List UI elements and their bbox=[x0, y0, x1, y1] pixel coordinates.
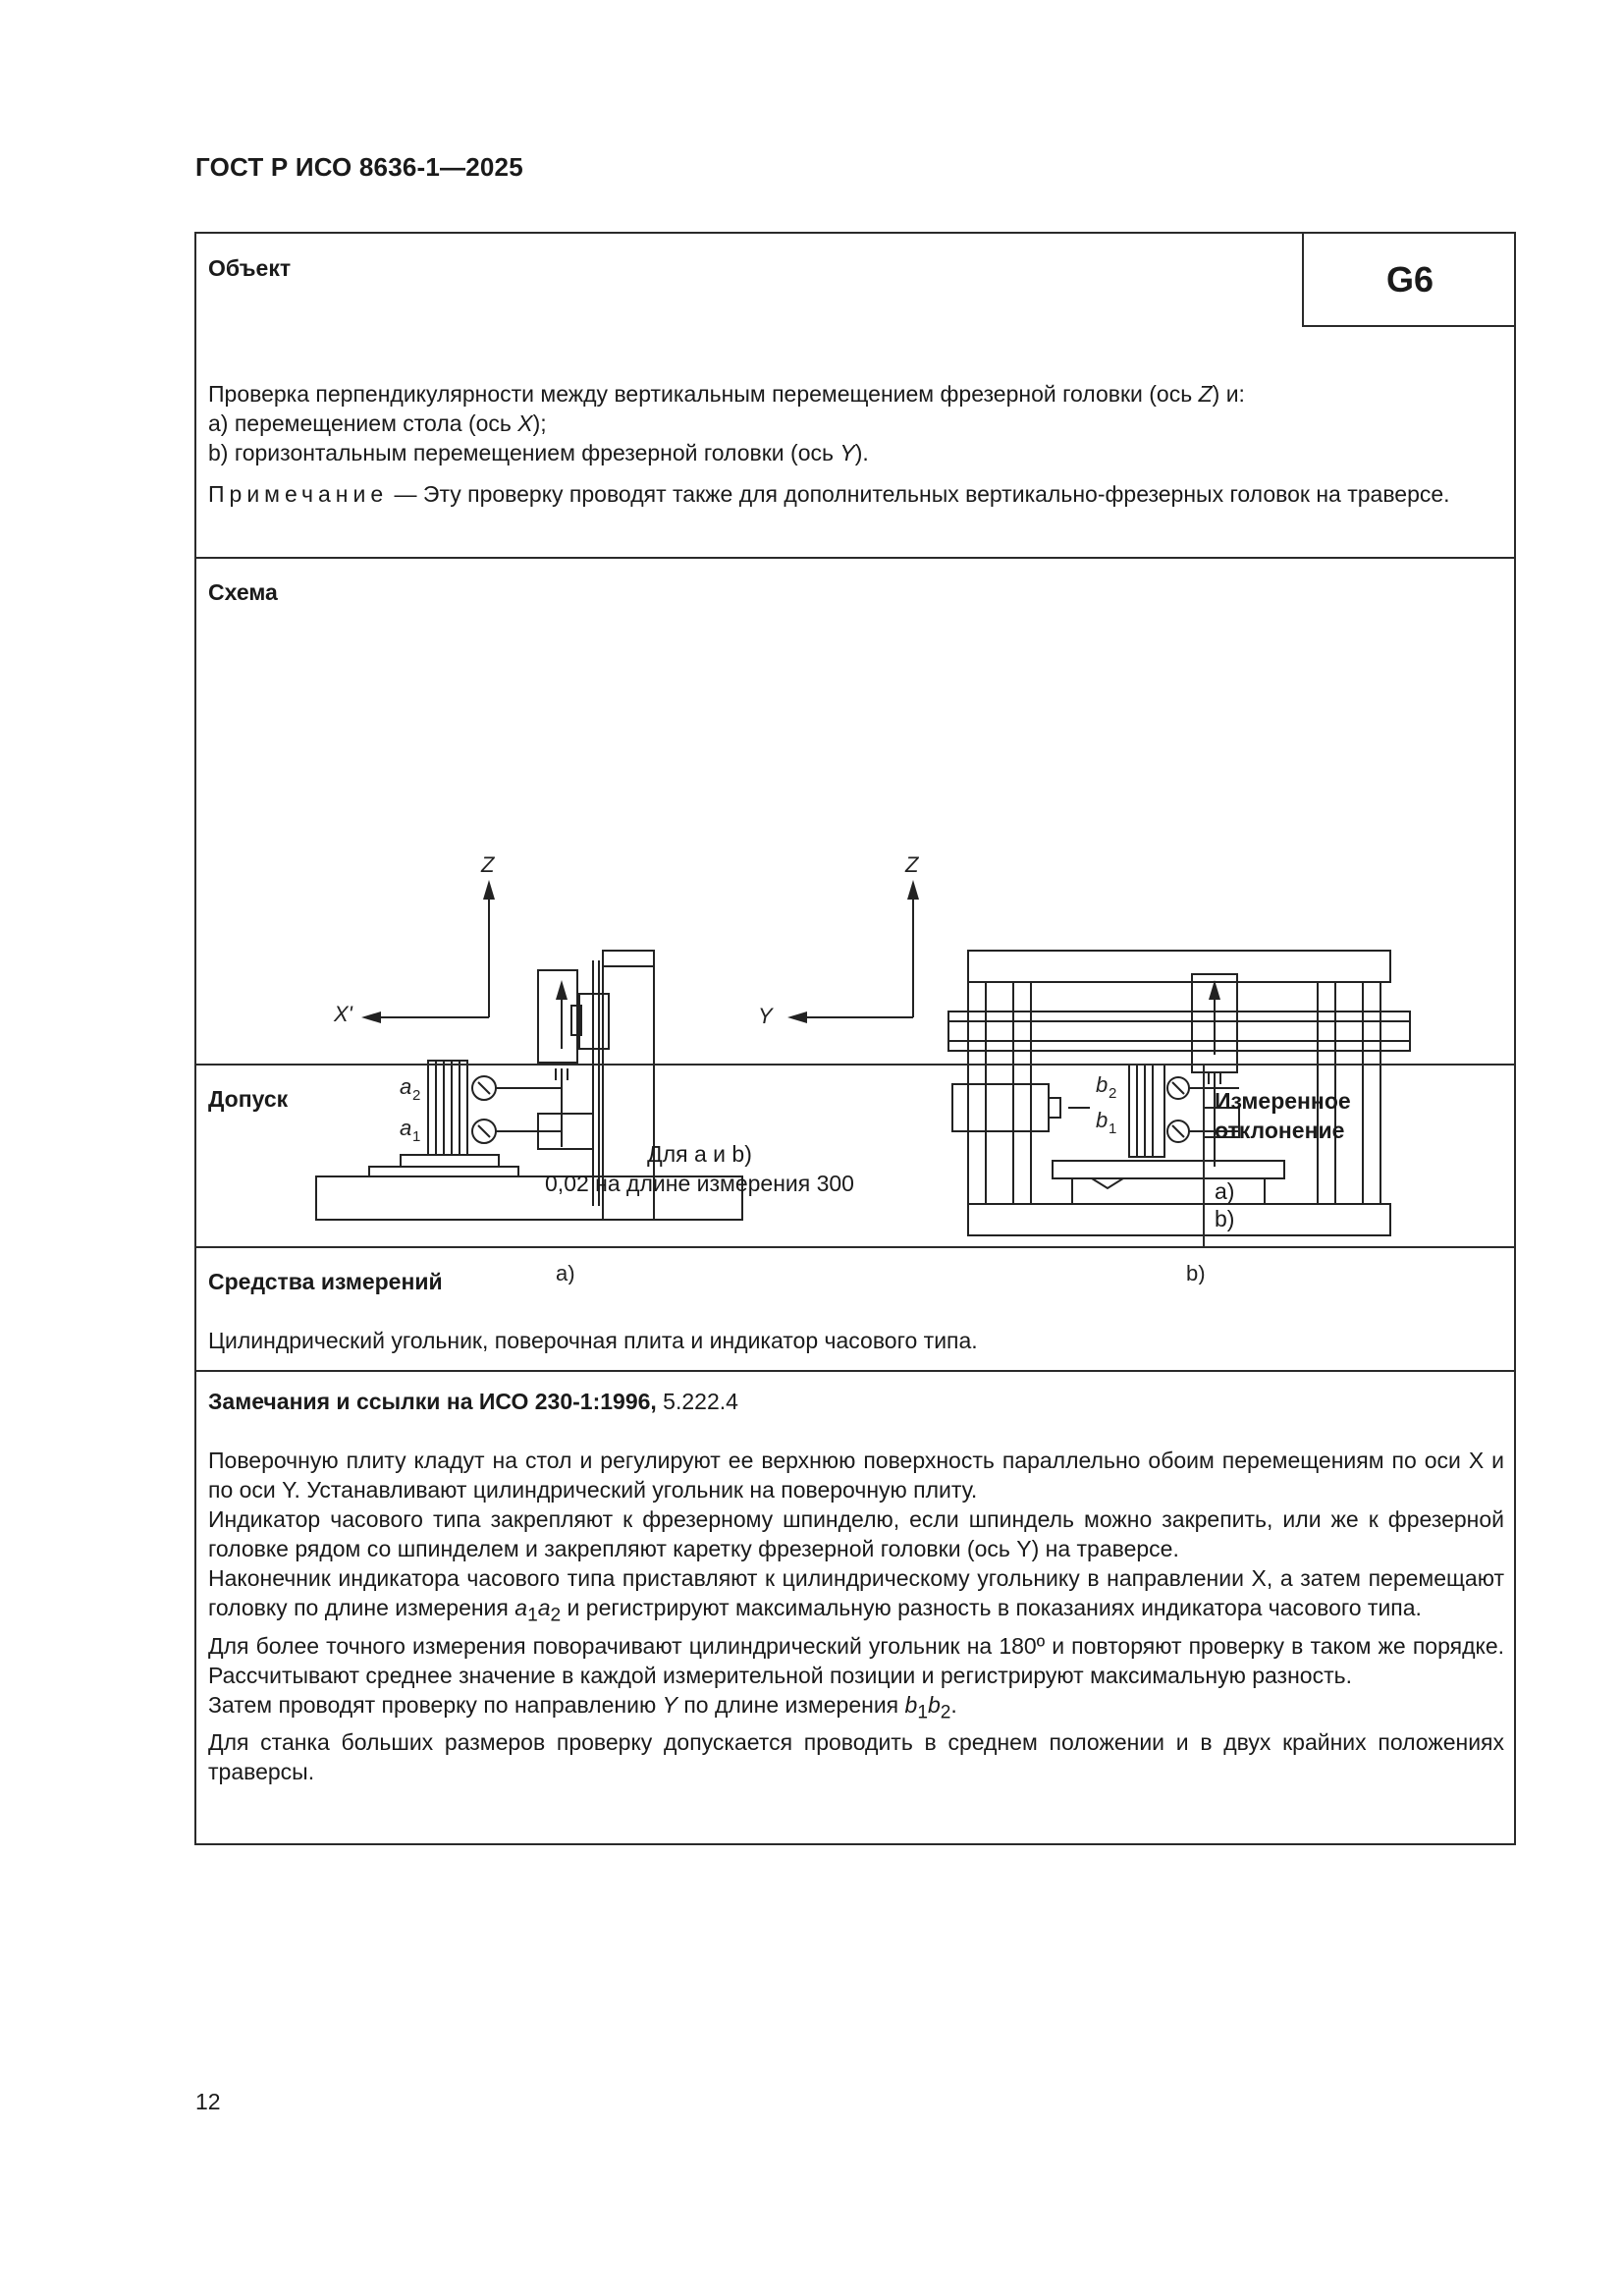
divider bbox=[196, 1370, 1514, 1372]
tolerance-line-2: 0,02 на длине измерения 300 bbox=[545, 1171, 854, 1196]
caption-a: a) bbox=[556, 1261, 575, 1285]
object-label: Объект bbox=[208, 255, 292, 281]
side-head-b bbox=[952, 1084, 1049, 1131]
axis-z-a-label: Z bbox=[481, 852, 495, 877]
axis-x-a-label: X' bbox=[334, 1002, 352, 1026]
remarks-paragraph-2: Индикатор часового типа закрепляют к фрезерному шпинделю, если шпиндель можно закрепить, или же к фрезерной головке рядом со шпинделем и закрепляют каретку фрезерной головки (ось Y) на траверсе. bbox=[208, 1506, 1504, 1561]
label-a2-sub: 2 bbox=[412, 1087, 421, 1104]
caption-b: b) bbox=[1186, 1261, 1206, 1285]
object-item-b: b) горизонтальным перемещением фрезерной головки (ось Y). bbox=[208, 440, 869, 465]
portal-frame-b bbox=[968, 951, 1390, 982]
remarks-paragraph-1: Поверочную плиту кладут на стол и регулируют ее верхнюю поверхность параллельно обоим перемещениям по оси X и по оси Y. Устанавливают цилиндрический угольник на поверочную плиту. bbox=[208, 1448, 1504, 1503]
remarks-paragraph-3: Наконечник индикатора часового типа приставляют к цилиндрическому угольнику в направлении X, а затем перемещают головку по длине измерения $a_1a_2$ и регистрируют максимальную разность в показаниях индикатора часового типа. bbox=[208, 1565, 1504, 1626]
divider bbox=[196, 1246, 1514, 1248]
remarks-paragraph-4: Для более точного измерения поворачивают цилиндрический угольник на 180º и повторяют проверку в таком же порядке. Рассчитывают среднее значение в каждой измерительной позиции и регистрируют максимальную разность. bbox=[208, 1632, 1504, 1688]
measured-b: b) bbox=[1215, 1206, 1235, 1231]
label-a1-sub: 1 bbox=[412, 1128, 421, 1145]
label-b1: b bbox=[1096, 1108, 1109, 1132]
scheme-label: Схема bbox=[208, 579, 278, 605]
label-a1: a bbox=[400, 1116, 412, 1140]
object-note: Примечание — Эту проверку проводят также для дополнительных вертикально-фрезерных головок на траверсе. bbox=[208, 481, 1450, 507]
instruments-label: Средства измерений bbox=[208, 1269, 443, 1294]
axis-z-b-label: Z bbox=[905, 852, 919, 877]
document-header: ГОСТ Р ИСО 8636-1—2025 bbox=[195, 152, 523, 182]
axis-y-b-label: Y bbox=[758, 1004, 773, 1028]
machine-bed-b bbox=[968, 1204, 1390, 1235]
tolerance-label: Допуск bbox=[208, 1086, 289, 1112]
divider bbox=[196, 1064, 1514, 1066]
remarks-heading: Замечания и ссылки на ИСО 230-1:1996, 5.222.4 bbox=[208, 1389, 738, 1414]
label-b1-sub: 1 bbox=[1109, 1121, 1117, 1137]
tolerance-line-1: Для a и b) bbox=[647, 1141, 752, 1167]
check-card bbox=[194, 232, 1516, 1845]
remarks-paragraph-6: Для станка больших размеров проверку допускается проводить в среднем положении и в двух крайних положениях траверсы. bbox=[208, 1729, 1504, 1785]
divider bbox=[196, 557, 1514, 559]
instruments-text: Цилиндрический угольник, поверочная плита и индикатор часового типа. bbox=[208, 1328, 978, 1353]
label-a2: a bbox=[400, 1074, 412, 1099]
object-description bbox=[208, 379, 1504, 467]
check-code: G6 bbox=[1302, 234, 1516, 327]
remarks-body bbox=[208, 1446, 1504, 1786]
measured-deviation-label: Измеренное отклонение bbox=[1215, 1088, 1351, 1143]
page-number: 12 bbox=[195, 2089, 221, 2114]
object-line-1: Проверка перпендикулярности между вертикальным перемещением фрезерной головки (ось Z) и: bbox=[208, 381, 1245, 407]
crossbeam-b bbox=[948, 1011, 1410, 1051]
divider-vertical bbox=[1203, 1064, 1205, 1248]
measured-a: a) bbox=[1215, 1178, 1235, 1204]
label-b2-sub: 2 bbox=[1109, 1085, 1117, 1102]
object-item-a: a) перемещением стола (ось X); bbox=[208, 410, 547, 436]
label-b2: b bbox=[1096, 1072, 1109, 1097]
remarks-paragraph-5: Затем проводят проверку по направлению Y по длине измерения $b_1b_2$. bbox=[208, 1691, 957, 1723]
